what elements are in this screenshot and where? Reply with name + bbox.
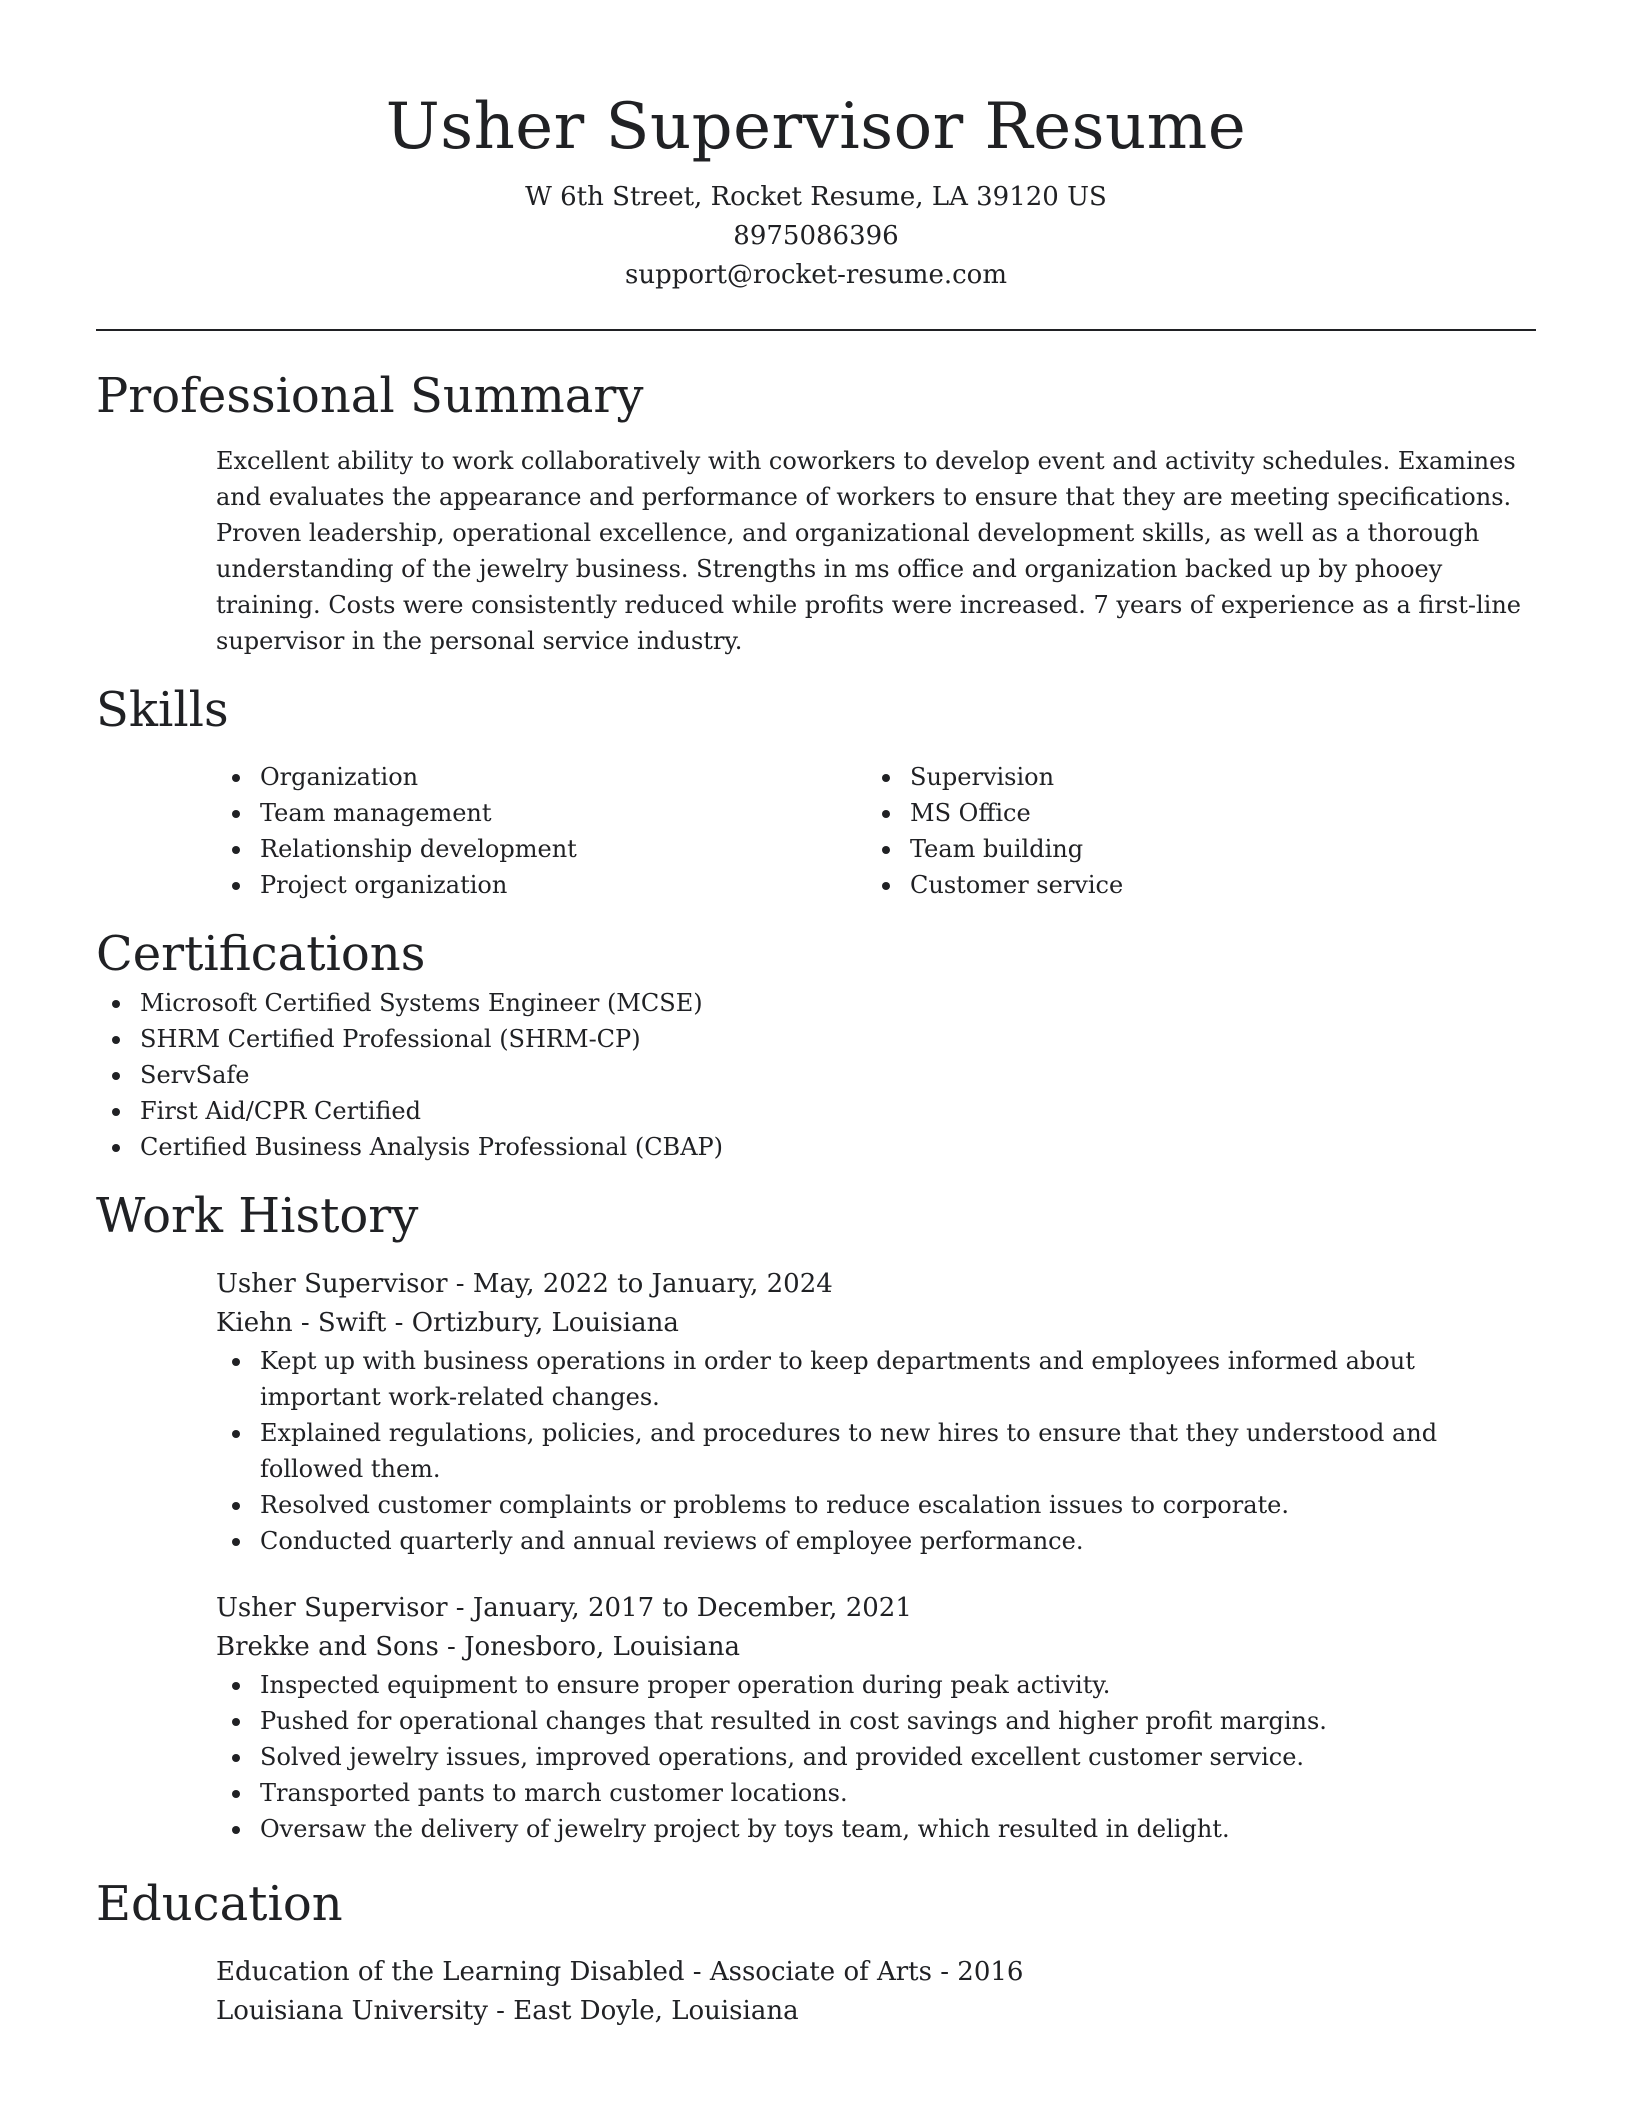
- certification-item: Microsoft Certified Systems Engineer (MCSE): [96, 985, 1536, 1021]
- certifications-section: [96, 923, 1536, 1165]
- skill-item: MS Office: [866, 795, 1516, 831]
- skill-item: Organization: [216, 759, 866, 795]
- work-history-heading: Work History: [96, 1188, 419, 1244]
- job-duties-list: [216, 1343, 1536, 1559]
- certification-item: Certified Business Analysis Professional (CBAP): [96, 1129, 1536, 1165]
- address-text: W 6th Street, Rocket Resume, LA 39120 US: [525, 182, 1107, 212]
- skills-section: [96, 679, 1536, 903]
- skill-item: Customer service: [866, 867, 1516, 903]
- job-duty-item: Kept up with business operations in order to keep departments and employees informed about important work-related changes.: [216, 1343, 1536, 1415]
- job-entry: [216, 1589, 1536, 1847]
- certification-item: First Aid/CPR Certified: [96, 1093, 1536, 1129]
- skills-column-right: [866, 759, 1516, 903]
- job-duty-item: Oversaw the delivery of jewelry project by toys team, which resulted in delight.: [216, 1811, 1536, 1847]
- job-duty-item: Explained regulations, policies, and procedures to new hires to ensure that they understood and followed them.: [216, 1415, 1536, 1487]
- skills-heading: Skills: [96, 682, 229, 738]
- education-section: [96, 1873, 1536, 2031]
- certification-item: SHRM Certified Professional (SHRM-CP): [96, 1021, 1536, 1057]
- job-company: Brekke and Sons - Jonesboro, Louisiana: [216, 1632, 740, 1662]
- job-duty-item: Transported pants to march customer locations.: [216, 1775, 1536, 1811]
- work-history-section: [96, 1185, 1536, 1847]
- phone-text: 8975086396: [733, 221, 899, 251]
- job-duty-item: Inspected equipment to ensure proper operation during peak activity.: [216, 1667, 1536, 1703]
- email-text: support@rocket-resume.com: [624, 260, 1007, 290]
- page-title: Usher Supervisor Resume: [385, 90, 1247, 164]
- job-title: Usher Supervisor - May, 2022 to January, 2024: [216, 1269, 833, 1299]
- skills-grid: [216, 759, 1536, 903]
- certifications-list: [96, 985, 1536, 1165]
- skills-list-left: [216, 759, 866, 903]
- job-company: Kiehn - Swift - Ortizbury, Louisiana: [216, 1308, 679, 1338]
- skill-item: Relationship development: [216, 831, 866, 867]
- skill-item: Team building: [866, 831, 1516, 867]
- skill-item: Project organization: [216, 867, 866, 903]
- job-entry: [216, 1265, 1536, 1559]
- job-duty-item: Resolved customer complaints or problems to reduce escalation issues to corporate.: [216, 1487, 1536, 1523]
- job-title: Usher Supervisor - January, 2017 to December, 2021: [216, 1593, 912, 1623]
- skill-item: Supervision: [866, 759, 1516, 795]
- summary-text: Excellent ability to work collaboratively with coworkers to develop event and activity schedules. Examines and evaluates the appearance and performance of workers to ensure that they are meeting specifications. Proven leadership, operational excellence, and organizational development skills, as well as a thorough understanding of the jewelry business. Strengths in ms office and organization backed up by phooey training. Costs were consistently reduced while profits were increased. 7 years of experience as a first-line supervisor in the personal service industry.: [216, 447, 1521, 655]
- header-divider: [96, 329, 1536, 331]
- certification-item: ServSafe: [96, 1057, 1536, 1093]
- contact-info: [96, 178, 1536, 295]
- job-duty-item: Solved jewelry issues, improved operations, and provided excellent customer service.: [216, 1739, 1536, 1775]
- job-duties-list: [216, 1667, 1536, 1847]
- certifications-heading: Certifications: [96, 926, 426, 982]
- summary-heading: Professional Summary: [96, 368, 644, 424]
- education-heading: Education: [96, 1876, 343, 1932]
- skill-item: Team management: [216, 795, 866, 831]
- education-entry: [216, 1953, 1536, 2031]
- job-duty-item: Pushed for operational changes that resulted in cost savings and higher profit margins.: [216, 1703, 1536, 1739]
- skills-list-right: [866, 759, 1516, 903]
- education-degree: Education of the Learning Disabled - Associate of Arts - 2016: [216, 1957, 1024, 1987]
- summary-section: [96, 365, 1536, 659]
- job-duty-item: Conducted quarterly and annual reviews of employee performance.: [216, 1523, 1536, 1559]
- education-school: Louisiana University - East Doyle, Louisiana: [216, 1996, 799, 2026]
- skills-column-left: [216, 759, 866, 903]
- resume-header: [96, 0, 1536, 295]
